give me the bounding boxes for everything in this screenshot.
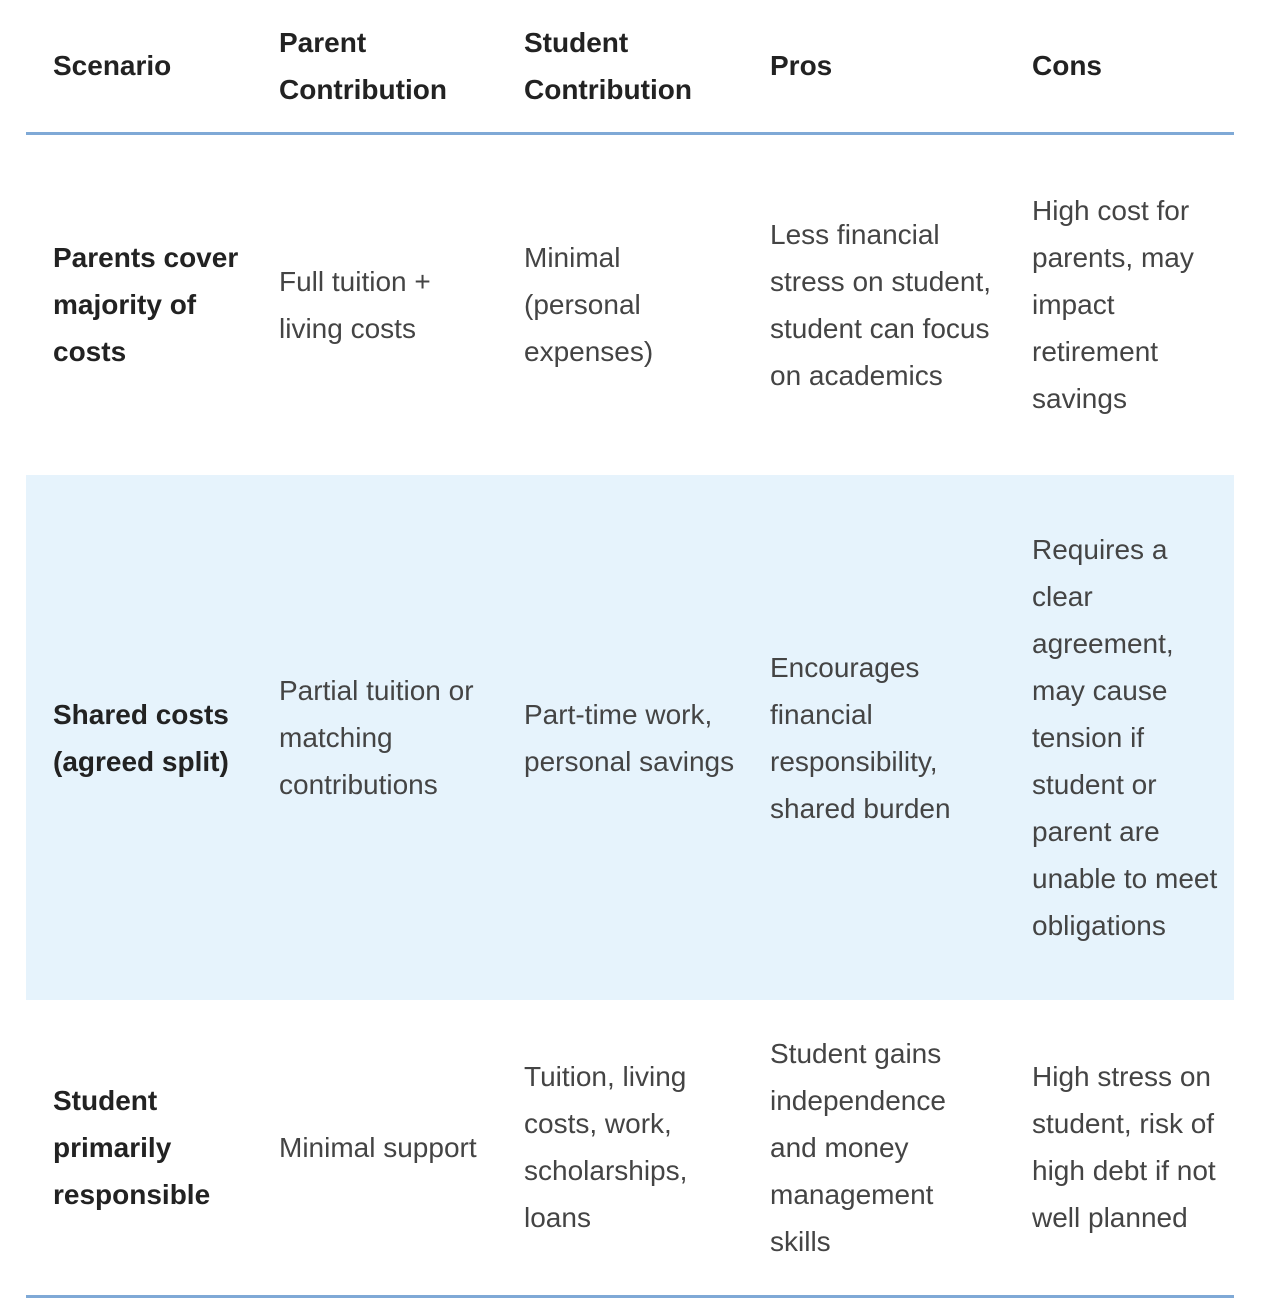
parent-contribution-cell: Full tuition + living costs (279, 265, 431, 344)
student-contribution-cell: Tuition, living costs, work, scholarships, loans (524, 1061, 688, 1234)
cons-cell: High stress on student, risk of high debt if not well planned (1032, 1061, 1216, 1234)
header-student-contribution: Student Contribution (524, 26, 692, 105)
table-row (26, 475, 1234, 1000)
cons-cell: Requires a clear agreement, may cause tension if student or parent are unable to meet obligations (1032, 534, 1218, 941)
parent-contribution-cell: Partial tuition or matching contributions (279, 675, 474, 800)
pros-cell: Encourages financial responsibility, shared burden (770, 651, 951, 824)
header-cons: Cons (1032, 50, 1102, 82)
table-body (26, 133, 1234, 1296)
student-contribution-cell: Minimal (personal expenses) (524, 242, 654, 368)
scenario-cell: Student primarily responsible (53, 1084, 211, 1210)
student-contribution-cell: Part-time work, personal savings (524, 698, 735, 777)
header-parent-contribution: Parent Contribution (279, 26, 447, 105)
contribution-scenarios-table (26, 0, 1234, 1298)
scenario-cell: Parents cover majority of costs (53, 242, 239, 368)
header-pros: Pros (770, 50, 833, 82)
pros-cell: Less financial stress on student, student can focus on academics (770, 218, 992, 391)
comparison-table-container (26, 0, 1234, 1298)
scenario-cell: Shared costs (agreed split) (53, 698, 229, 777)
header-row (26, 0, 1234, 133)
pros-cell: Student gains independence and money management skills (770, 1037, 946, 1257)
table-row (26, 1000, 1234, 1296)
table-row (26, 133, 1234, 475)
header-scenario: Scenario (53, 50, 172, 82)
cons-cell: High cost for parents, may impact retirement savings (1032, 195, 1194, 415)
parent-contribution-cell: Minimal support (279, 1131, 477, 1163)
table-header (26, 0, 1234, 133)
